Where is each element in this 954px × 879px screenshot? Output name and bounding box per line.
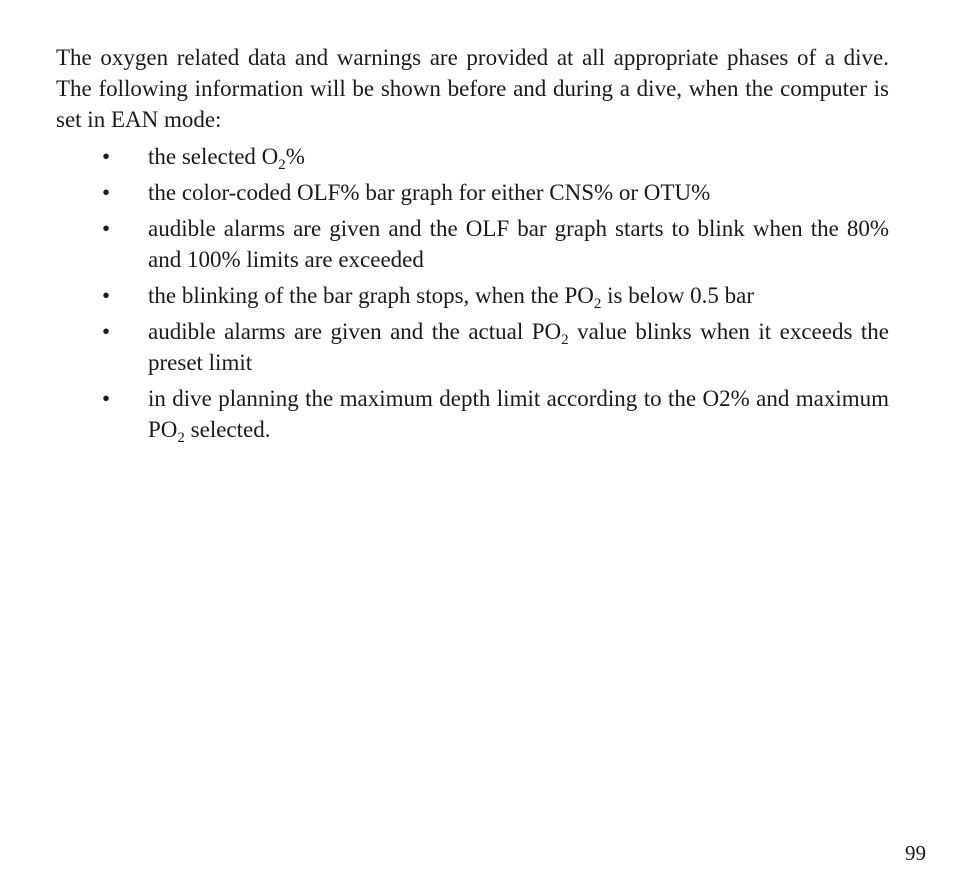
item-text: audible alarms are given and the actual PO (148, 319, 562, 344)
item-text-tail: selected. (184, 417, 271, 442)
intro-paragraph: The oxygen related data and warnings are provided at all appropriate phases of a dive. The following information will be shown before and during a dive, when the computer is set in EAN mode: (56, 45, 889, 132)
subscript: 2 (278, 157, 286, 173)
item-text: in dive planning the maximum depth limit according to the O2% and maximum PO (148, 386, 889, 442)
subscript: 2 (177, 430, 185, 446)
item-text: the selected O (148, 144, 279, 169)
bullet-icon: • (102, 319, 111, 344)
page-number: 99 (905, 841, 926, 865)
item-text-tail: is below 0.5 bar (601, 283, 755, 308)
list-item (56, 141, 889, 172)
bullet-icon: • (102, 386, 111, 411)
bullet-icon: • (102, 216, 111, 241)
bullet-icon: • (102, 180, 111, 205)
list-item (56, 280, 889, 311)
list-item (56, 383, 889, 445)
bullet-icon: • (102, 283, 111, 308)
item-text-tail: value blinks when it exceeds the preset limit (148, 319, 889, 375)
list-item (56, 177, 889, 208)
item-text: the color-coded OLF% bar graph for either CNS% or OTU% (148, 180, 711, 205)
subscript: 2 (593, 296, 602, 312)
bullet-icon: • (102, 144, 111, 169)
item-text-tail: % (285, 144, 305, 169)
list-item (56, 316, 889, 378)
subscript: 2 (561, 332, 569, 348)
item-text: the blinking of the bar graph stops, when the PO (148, 283, 594, 308)
document-page (56, 42, 889, 445)
item-text: audible alarms are given and the OLF bar graph starts to blink when the 80% and 100% limits are exceeded (148, 216, 889, 272)
list-item (56, 213, 889, 275)
bullet-list (56, 141, 889, 445)
